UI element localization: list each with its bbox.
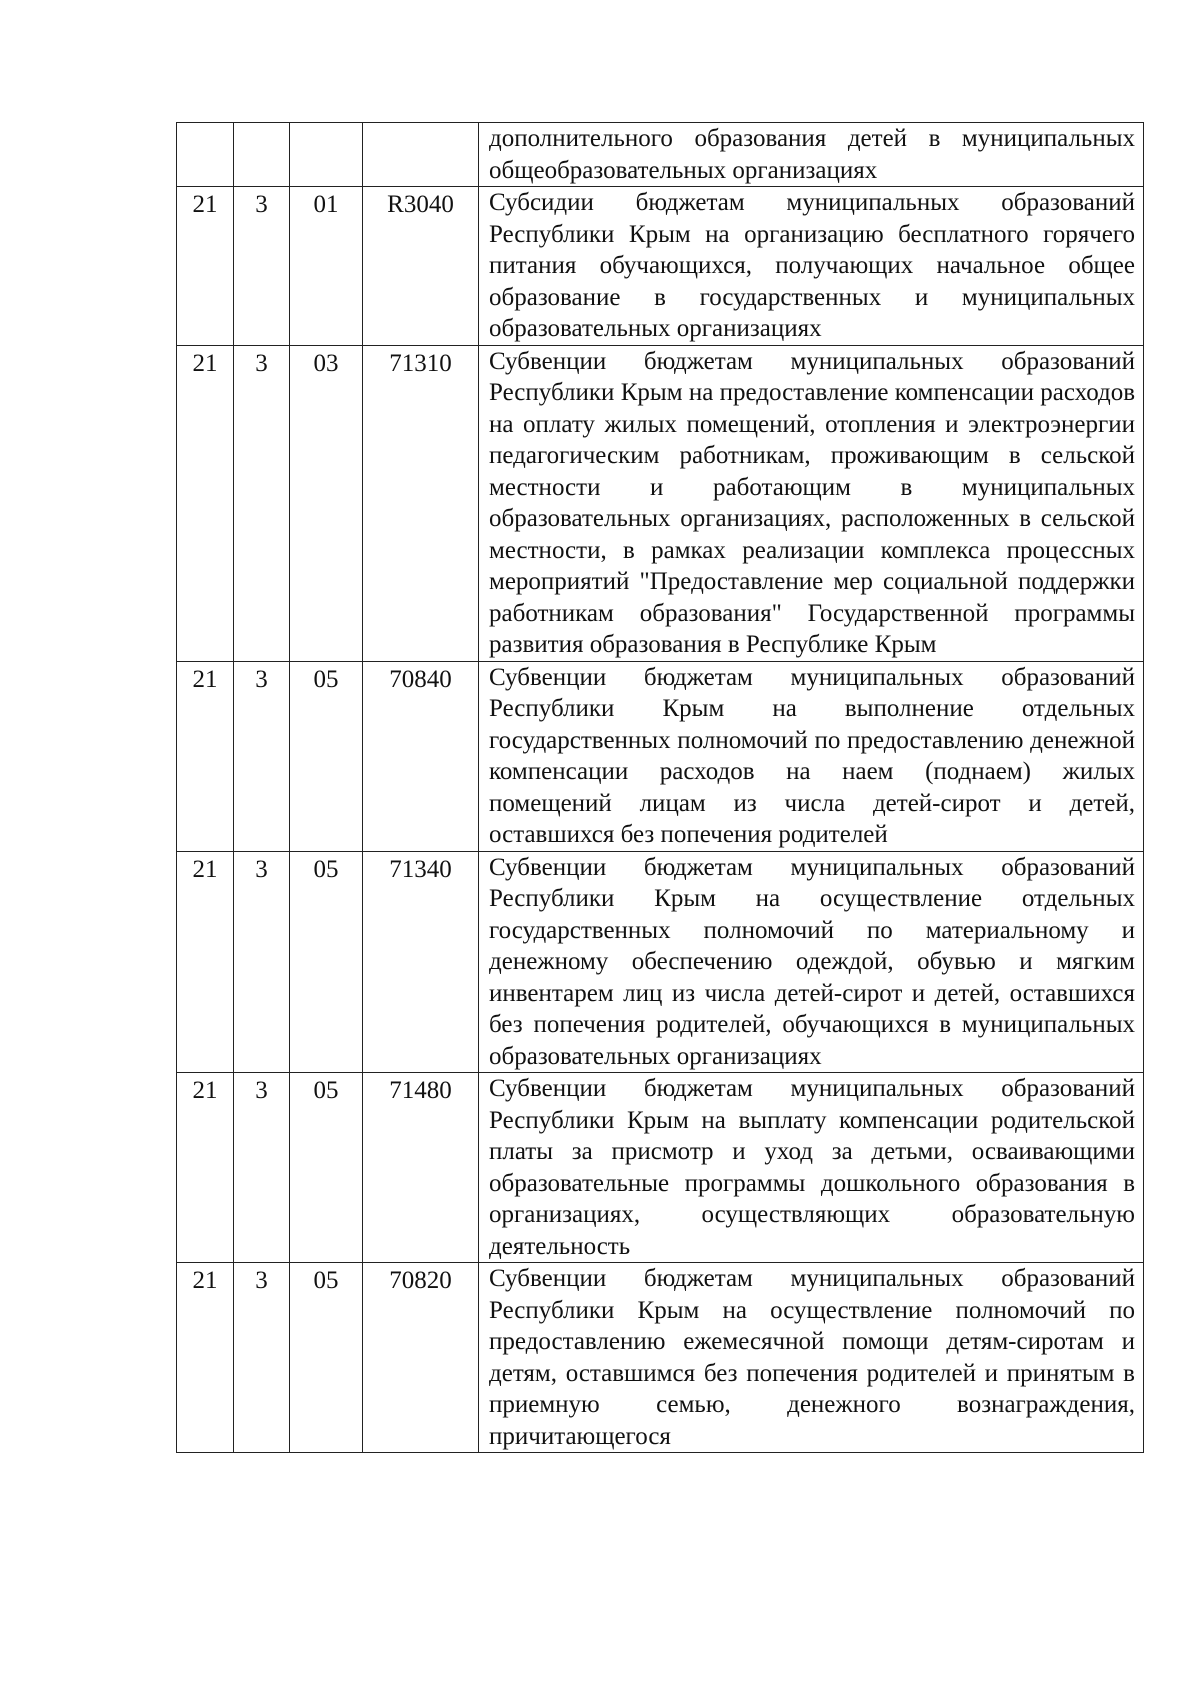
cell-code-4 xyxy=(363,123,479,187)
cell-code-2: 3 xyxy=(234,1263,290,1453)
cell-code-2: 3 xyxy=(234,1073,290,1263)
cell-description: Субсидии бюджетам муниципальных образований Республики Крым на организацию бесплатного горячего питания обучающихся, получающих начальное общее образование в государственных и муниципальных образовательных организациях xyxy=(479,187,1144,346)
cell-code-3: 05 xyxy=(290,851,363,1073)
cell-code-3: 05 xyxy=(290,1263,363,1453)
cell-code-1: 21 xyxy=(177,345,234,661)
table-row xyxy=(177,1263,1144,1453)
cell-code-3: 05 xyxy=(290,1073,363,1263)
table-row xyxy=(177,123,1144,187)
table-row xyxy=(177,187,1144,346)
cell-description: Субвенции бюджетам муниципальных образований Республики Крым на выплату компенсации родительской платы за присмотр и уход за детьми, осваивающими образовательные программы дошкольного образования в организациях, осуществляющих образовательную деятельность xyxy=(479,1073,1144,1263)
cell-description: Субвенции бюджетам муниципальных образований Республики Крым на предоставление компенсации расходов на оплату жилых помещений, отопления и электроэнергии педагогическим работникам, проживающим в сельской местности и работающим в муниципальных образовательных организациях, расположенных в сельской местности, в рамках реализации комплекса процессных мероприятий "Предоставление мер социальной поддержки работникам образования" Государственной программы развития образования в Республике Крым xyxy=(479,345,1144,661)
cell-code-1: 21 xyxy=(177,661,234,851)
cell-code-1: 21 xyxy=(177,187,234,346)
cell-code-1: 21 xyxy=(177,1073,234,1263)
cell-code-4: 70820 xyxy=(363,1263,479,1453)
cell-description: дополнительного образования детей в муниципальных общеобразовательных организациях xyxy=(479,123,1144,187)
cell-code-2: 3 xyxy=(234,345,290,661)
cell-code-1: 21 xyxy=(177,1263,234,1453)
cell-code-4: R3040 xyxy=(363,187,479,346)
cell-code-3: 05 xyxy=(290,661,363,851)
cell-code-3: 01 xyxy=(290,187,363,346)
cell-code-2: 3 xyxy=(234,187,290,346)
cell-code-4: 71480 xyxy=(363,1073,479,1263)
cell-code-4: 71340 xyxy=(363,851,479,1073)
cell-code-2 xyxy=(234,123,290,187)
cell-code-4: 70840 xyxy=(363,661,479,851)
cell-code-2: 3 xyxy=(234,661,290,851)
budget-classification-table xyxy=(176,122,1144,1453)
cell-code-4: 71310 xyxy=(363,345,479,661)
table-row xyxy=(177,345,1144,661)
cell-code-3 xyxy=(290,123,363,187)
cell-description: Субвенции бюджетам муниципальных образований Республики Крым на выполнение отдельных государственных полномочий по предоставлению денежной компенсации расходов на наем (поднаем) жилых помещений лицам из числа детей-сирот и детей, оставшихся без попечения родителей xyxy=(479,661,1144,851)
cell-description: Субвенции бюджетам муниципальных образований Республики Крым на осуществление отдельных государственных полномочий по материальному и денежному обеспечению одеждой, обувью и мягким инвентарем лиц из числа детей-сирот и детей, оставшихся без попечения родителей, обучающихся в муниципальных образовательных организациях xyxy=(479,851,1144,1073)
cell-code-2: 3 xyxy=(234,851,290,1073)
table-row xyxy=(177,851,1144,1073)
table-row xyxy=(177,661,1144,851)
cell-code-3: 03 xyxy=(290,345,363,661)
cell-code-1: 21 xyxy=(177,851,234,1073)
cell-code-1 xyxy=(177,123,234,187)
table-row xyxy=(177,1073,1144,1263)
cell-description: Субвенции бюджетам муниципальных образований Республики Крым на осуществление полномочий по предоставлению ежемесячной помощи детям-сиротам и детям, оставшимся без попечения родителей и принятым в приемную семью, денежного вознаграждения, причитающегося xyxy=(479,1263,1144,1453)
